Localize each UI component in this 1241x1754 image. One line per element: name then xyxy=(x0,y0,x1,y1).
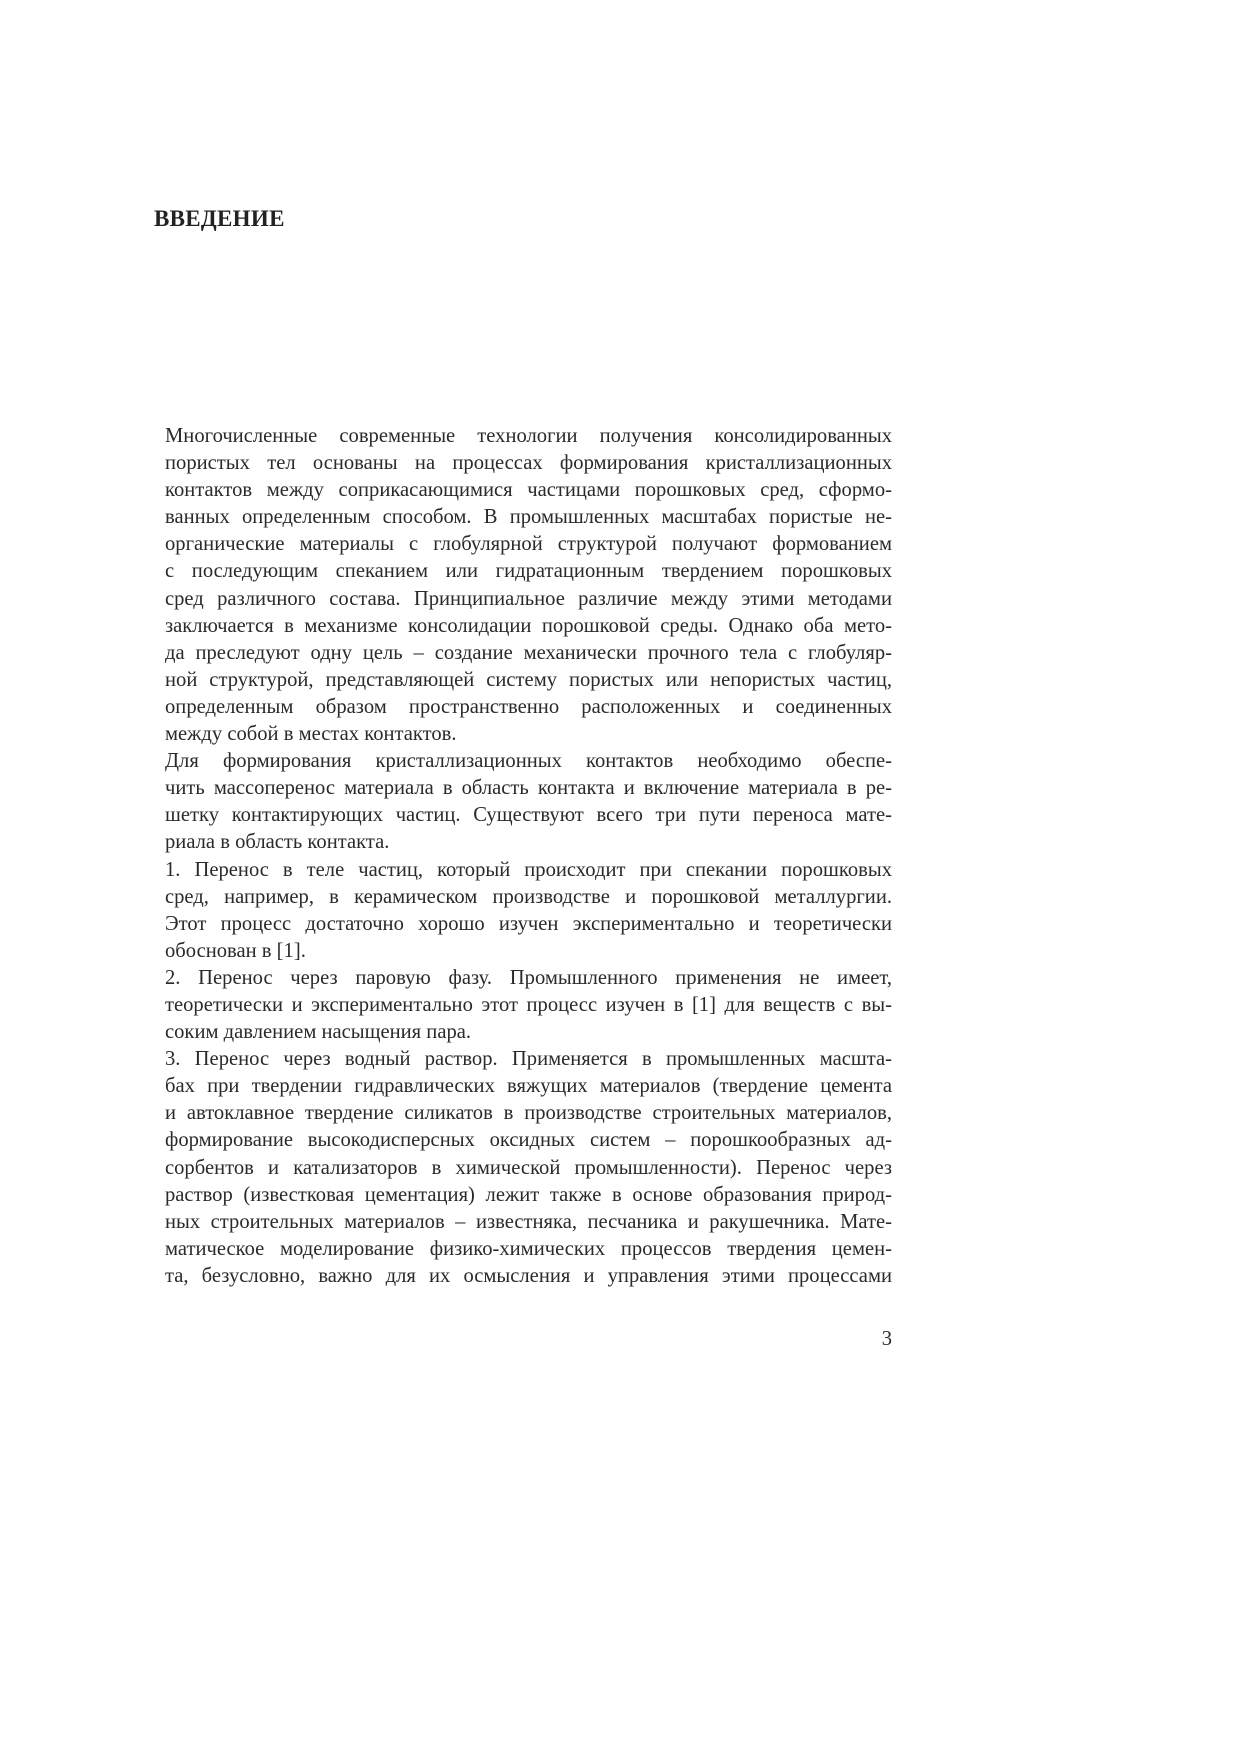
text-line: да преследуют одну цель – создание механически прочного тела с глобуляр- xyxy=(165,641,892,664)
text-line: с последующим спеканием или гидратационным твердением порошковых xyxy=(165,560,892,583)
text-line: органические материалы с глобулярной структурой получают формованием xyxy=(165,533,892,556)
text-line: и автоклавное твердение силикатов в производстве строительных материалов, xyxy=(165,1102,892,1125)
text-line: сред различного состава. Принципиальное различие между этими методами xyxy=(165,587,892,610)
text-line: теоретически и экспериментально этот процесс изучен в [1] для веществ с вы- xyxy=(165,993,892,1016)
text-line: раствор (известковая цементация) лежит также в основе образования природ- xyxy=(165,1183,892,1206)
text-line: 3. Перенос через водный раствор. Применяется в промышленных масшта- xyxy=(165,1048,892,1071)
text-line: ной структурой, представляющей систему пористых или непористых частиц, xyxy=(165,668,892,691)
text-line: 1. Перенос в теле частиц, который происходит при спекании порошковых xyxy=(165,858,892,881)
text-line: формирование высокодисперсных оксидных систем – порошкообразных ад- xyxy=(165,1129,892,1152)
text-line: чить массоперенос материала в область контакта и включение материала в ре- xyxy=(165,777,892,800)
text-line: ванных определенным способом. В промышленных масштабах пористые не- xyxy=(165,506,892,529)
text-line: определенным образом пространственно расположенных и соединенных xyxy=(165,695,892,718)
text-line: сред, например, в керамическом производстве и порошковой металлургии. xyxy=(165,885,892,908)
body-text xyxy=(134,423,892,1290)
text-line: 2. Перенос через паровую фазу. Промышленного применения не имеет, xyxy=(165,966,892,989)
text-line: обоснован в [1]. xyxy=(165,939,306,962)
text-line: Этот процесс достаточно хорошо изучен экспериментально и теоретически xyxy=(165,912,892,935)
text-line: та, безусловно, важно для их осмысления и управления этими процессами xyxy=(165,1264,892,1287)
page-number: 3 xyxy=(881,1328,892,1350)
section-heading: ВВЕДЕНИЕ xyxy=(154,206,285,231)
text-line: пористых тел основаны на процессах формирования кристаллизационных xyxy=(165,452,892,475)
text-line: между собой в местах контактов. xyxy=(165,723,457,746)
paragraph xyxy=(134,1046,892,1290)
paragraph xyxy=(134,857,892,965)
text-line: заключается в механизме консолидации порошковой среды. Однако оба мето- xyxy=(165,614,892,637)
text-line: шетку контактирующих частиц. Существуют всего три пути переноса мате- xyxy=(165,804,892,827)
text-line: соким давлением насыщения пара. xyxy=(165,1021,472,1044)
text-line: риала в область контакта. xyxy=(165,831,390,854)
text-line: контактов между соприкасающимися частицами порошковых сред, сформо- xyxy=(165,479,892,502)
text-line: бах при твердении гидравлических вяжущих материалов (твердение цемента xyxy=(165,1075,892,1098)
paragraph xyxy=(134,965,892,1046)
text-line: Для формирования кристаллизационных контактов необходимо обеспе- xyxy=(165,750,892,773)
text-line: матическое моделирование физико-химических процессов твердения цемен- xyxy=(165,1237,892,1260)
text-line: Многочисленные современные технологии получения консолидированных xyxy=(165,425,892,447)
paragraph xyxy=(134,748,892,856)
text-line: ных строительных материалов – известняка, песчаника и ракушечника. Мате- xyxy=(165,1210,892,1233)
paragraph xyxy=(134,423,892,748)
text-line: сорбентов и катализаторов в химической промышленности). Перенос через xyxy=(165,1156,892,1179)
